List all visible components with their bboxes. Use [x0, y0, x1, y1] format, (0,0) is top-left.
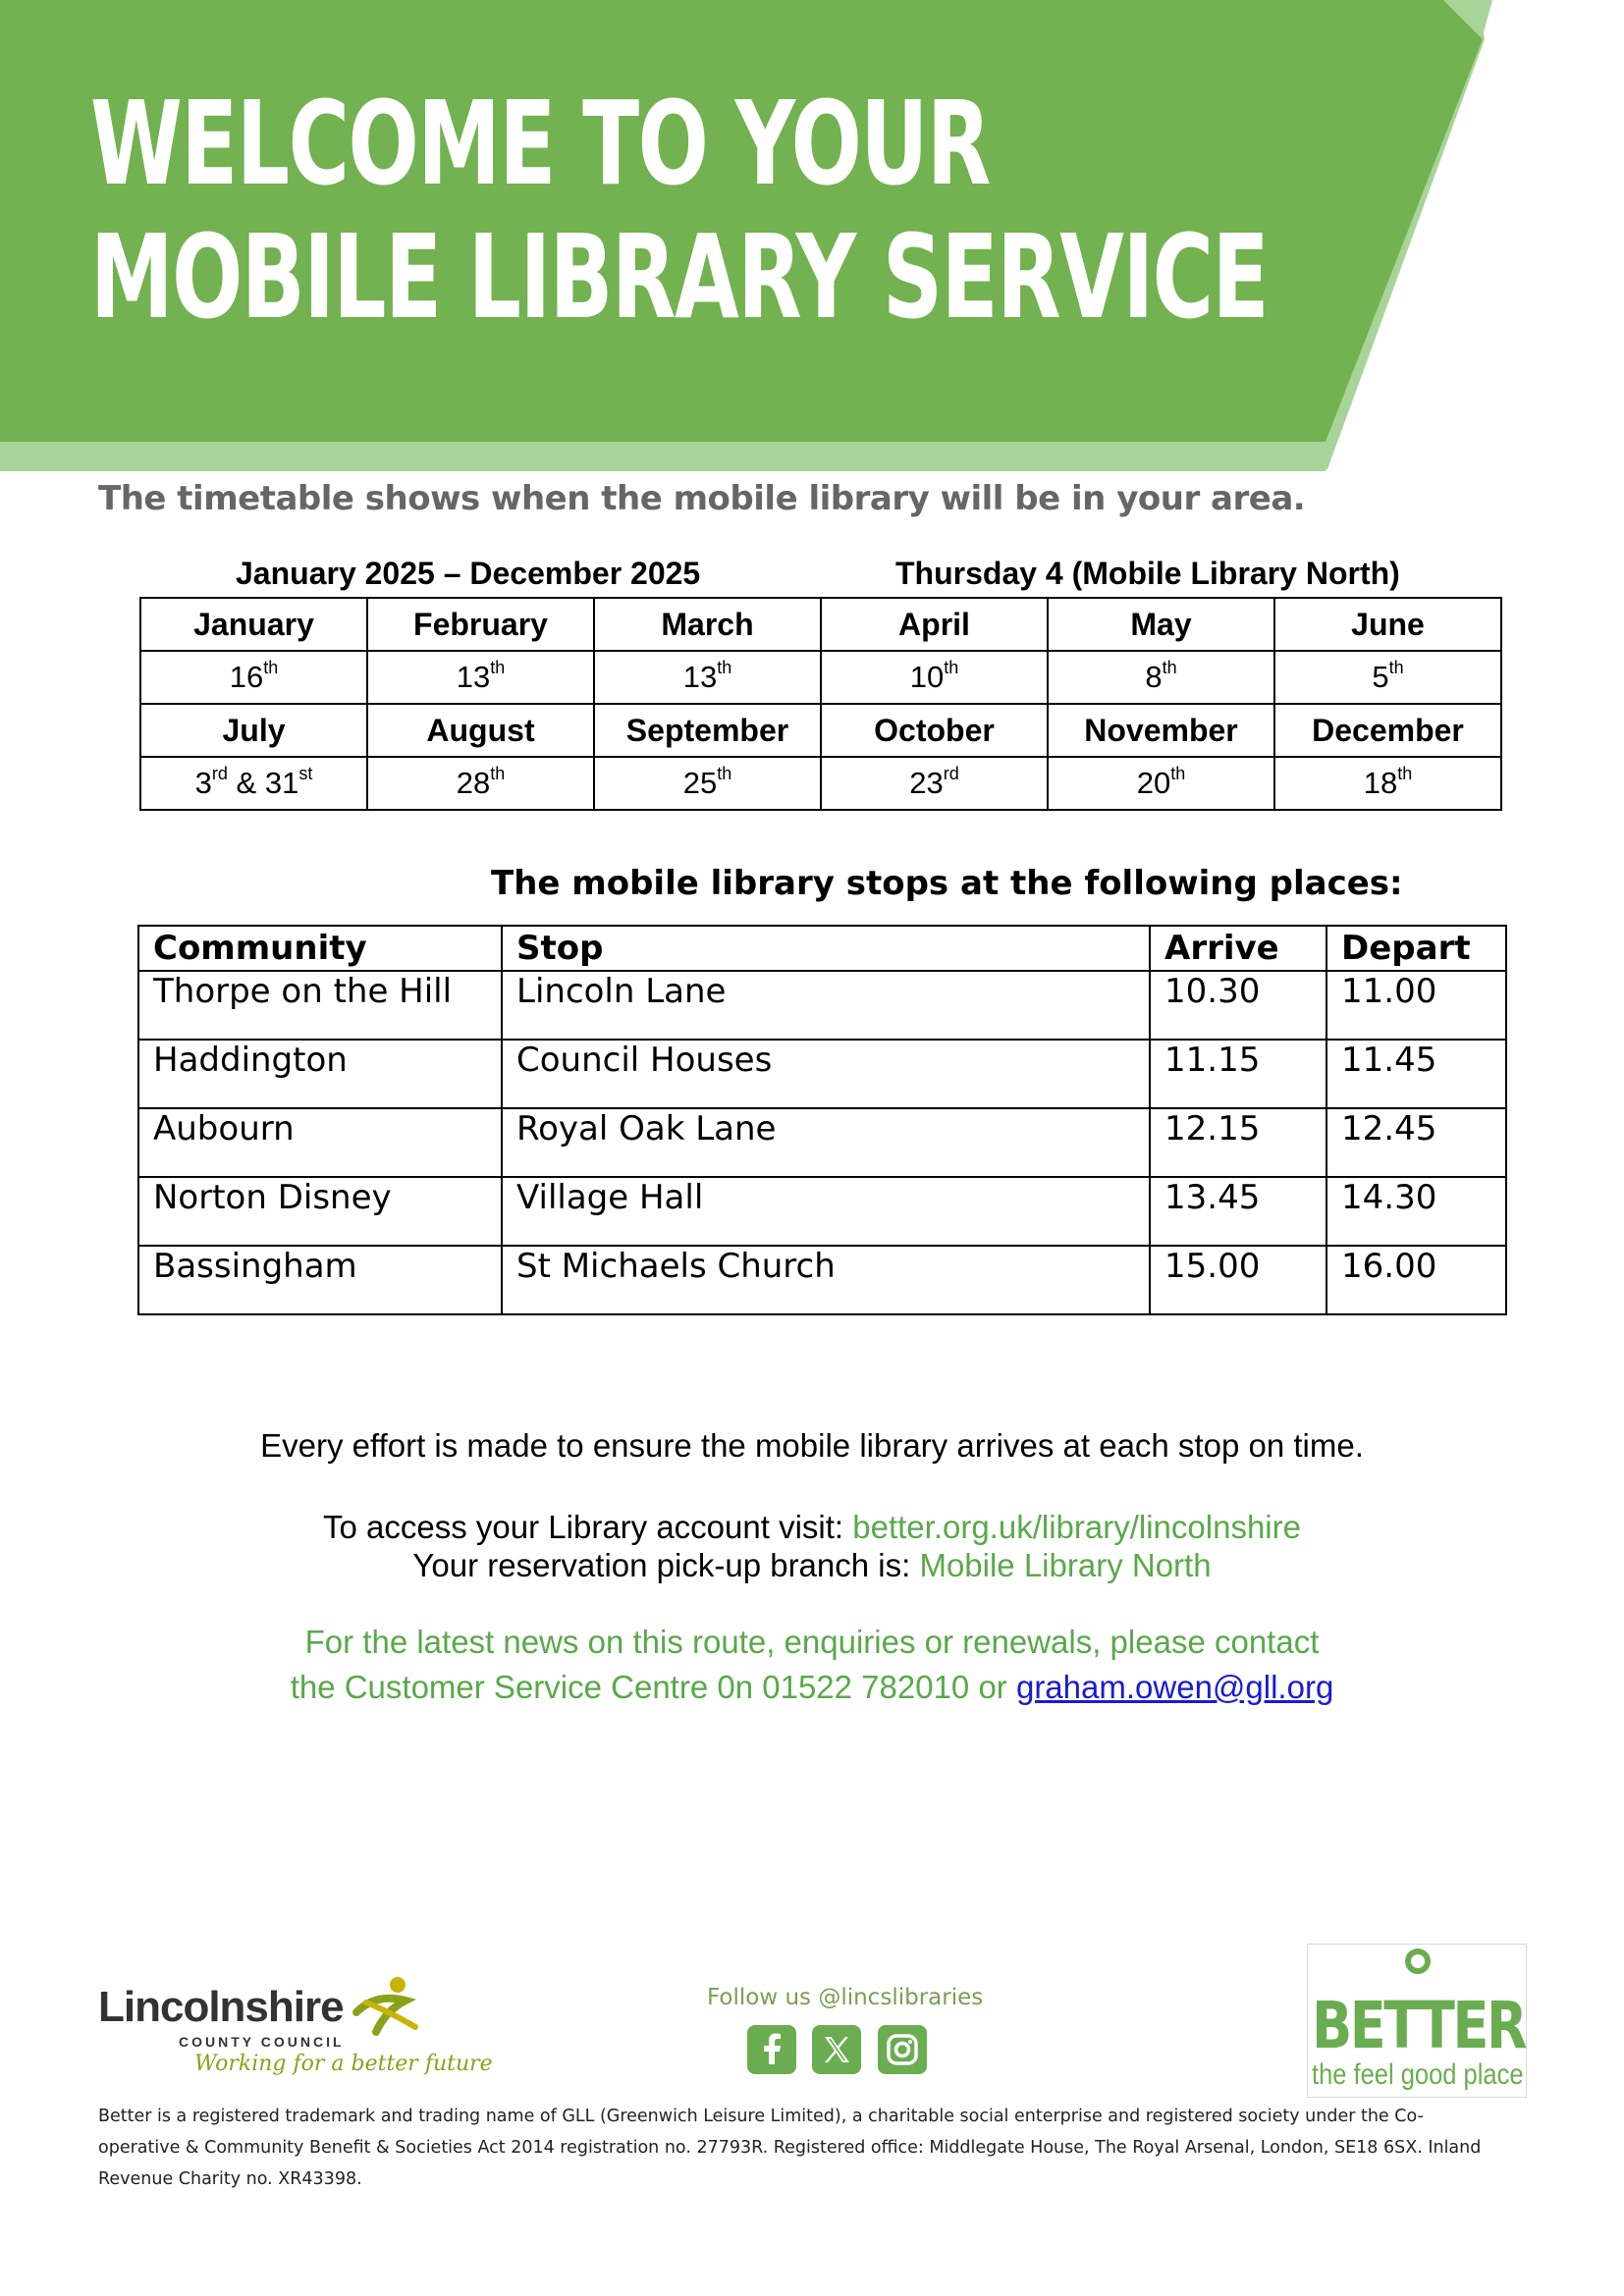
timetable-route: Thursday 4 (Mobile Library North): [895, 556, 1400, 591]
date-day: 8: [1145, 660, 1163, 694]
stop-name: Council Houses: [502, 1040, 1150, 1108]
month-name: October: [821, 704, 1048, 757]
month-name: September: [594, 704, 821, 757]
pickup-line: [0, 1547, 1624, 1584]
stop-name: Lincoln Lane: [502, 971, 1150, 1040]
council-figure-icon: [347, 1973, 425, 2052]
visit-date: [821, 757, 1048, 810]
month-name: April: [821, 598, 1048, 651]
visit-date: [1274, 757, 1501, 810]
better-mark-icon: [1400, 1949, 1435, 1988]
table-row: [138, 1246, 1506, 1314]
date-day: 10: [909, 660, 945, 694]
date-suffix: th: [717, 764, 732, 783]
stop-depart: 16.00: [1326, 1246, 1506, 1314]
col-depart: Depart: [1326, 926, 1506, 971]
col-stop: Stop: [502, 926, 1150, 971]
month-name: January: [140, 598, 367, 651]
stop-depart: 14.30: [1326, 1177, 1506, 1246]
date-suffix: th: [944, 658, 959, 677]
month-name: June: [1274, 598, 1501, 651]
stop-community: Bassingham: [138, 1246, 502, 1314]
banner-title-line2: MOBILE LIBRARY SERVICE: [90, 209, 1269, 345]
contact-email-link[interactable]: graham.owen@gll.org: [1015, 1669, 1334, 1705]
contact-line1: For the latest news on this route, enquiries or renewals, please contact: [304, 1624, 1320, 1660]
month-date-row: [140, 757, 1501, 810]
better-word: BETTER: [1312, 1988, 1526, 2063]
stop-community: Haddington: [138, 1040, 502, 1108]
stop-arrive: 10.30: [1150, 971, 1326, 1040]
visit-date: [594, 757, 821, 810]
ontime-note: Every effort is made to ensure the mobile library arrives at each stop on time.: [260, 1427, 1364, 1464]
stop-arrive: 11.15: [1150, 1040, 1326, 1108]
visit-date: [1048, 651, 1274, 704]
facebook-icon[interactable]: [747, 2025, 796, 2074]
date-day: 20: [1136, 766, 1171, 800]
header-banner: [0, 0, 1624, 471]
month-date-row: [140, 651, 1501, 704]
col-community: Community: [138, 926, 502, 971]
date-day: 13: [682, 660, 718, 694]
date-suffix: th: [263, 658, 279, 677]
stop-community: Thorpe on the Hill: [138, 971, 502, 1040]
month-name: August: [367, 704, 594, 757]
month-header-row: [140, 598, 1501, 651]
stop-community: Norton Disney: [138, 1177, 502, 1246]
month-header-row: [140, 704, 1501, 757]
date-day: 18: [1363, 766, 1398, 800]
x-icon[interactable]: [812, 2025, 861, 2074]
date-suffix: rd: [943, 764, 959, 783]
stop-community: Aubourn: [138, 1108, 502, 1177]
date-suffix: th: [1397, 764, 1413, 783]
banner-title-line1: WELCOME TO YOUR: [90, 76, 990, 211]
date-day: 23: [909, 766, 944, 800]
date-suffix: rd: [211, 764, 228, 783]
stop-arrive: 12.15: [1150, 1108, 1326, 1177]
date-suffix: th: [1170, 764, 1186, 783]
date-day: 13: [456, 660, 491, 694]
visit-date: [1048, 757, 1274, 810]
date-day: 25: [682, 766, 718, 800]
month-table: [139, 597, 1502, 811]
subtitle: The timetable shows when the mobile library will be in your area.: [98, 479, 1306, 518]
account-link[interactable]: better.org.uk/library/lincolnshire: [852, 1509, 1301, 1545]
follow-text: Follow us @lincslibraries: [707, 1985, 984, 2010]
date-day: 16: [229, 660, 264, 694]
table-row: [138, 1040, 1506, 1108]
timetable-period: January 2025 – December 2025: [236, 556, 701, 591]
date-suffix: th: [717, 658, 732, 677]
stop-depart: 11.45: [1326, 1040, 1506, 1108]
legal-text: Better is a registered trademark and trading name of GLL (Greenwich Leisure Limited), a charitable social enterprise and registered society under the Co-operative & Community Benefit & Societies Act 2014 registration no. 27793R. Registered office: Middlegate House, The Royal Arsenal, London, SE18 6SX. Inland Revenue Charity no. XR43398.: [98, 2107, 1482, 2189]
stop-depart: 12.45: [1326, 1108, 1506, 1177]
date-suffix: st: [298, 764, 313, 783]
date-day: 28: [456, 766, 491, 800]
table-row: [138, 971, 1506, 1040]
stop-arrive: 13.45: [1150, 1177, 1326, 1246]
visit-date: [367, 757, 594, 810]
better-logo: [1307, 1944, 1527, 2098]
date-joiner: &: [227, 766, 265, 800]
stops-table: [137, 925, 1507, 1315]
instagram-icon[interactable]: [878, 2025, 927, 2074]
month-name: March: [594, 598, 821, 651]
visit-date: [140, 651, 367, 704]
contact-phone-text: the Customer Service Centre 0n 01522 782010 or: [290, 1669, 1016, 1705]
contact-line2: [0, 1669, 1624, 1706]
month-name: December: [1274, 704, 1501, 757]
visit-date: [140, 757, 367, 810]
date-suffix: th: [490, 764, 506, 783]
date-day: 3: [194, 766, 212, 800]
council-logo: [96, 1973, 493, 2081]
stops-heading: The mobile library stops at the following places:: [491, 864, 1403, 903]
month-name: February: [367, 598, 594, 651]
date-day: 5: [1372, 660, 1389, 694]
month-name: November: [1048, 704, 1274, 757]
stop-name: Royal Oak Lane: [502, 1108, 1150, 1177]
date-suffix: th: [1388, 658, 1404, 677]
col-arrive: Arrive: [1150, 926, 1326, 971]
table-row: [138, 1177, 1506, 1246]
month-name: May: [1048, 598, 1274, 651]
month-name: July: [140, 704, 367, 757]
date-suffix: th: [1162, 658, 1177, 677]
account-line: [0, 1509, 1624, 1546]
visit-date: [821, 651, 1048, 704]
visit-date: [367, 651, 594, 704]
council-sub: COUNTY COUNCIL: [179, 2034, 345, 2050]
banner-title: [90, 77, 1268, 344]
table-row: [138, 1108, 1506, 1177]
date-day: 31: [264, 766, 299, 800]
stops-header-row: [138, 926, 1506, 971]
stop-name: Village Hall: [502, 1177, 1150, 1246]
council-tagline: Working for a better future: [194, 2052, 493, 2076]
visit-date: [1274, 651, 1501, 704]
account-label: To access your Library account visit:: [323, 1509, 853, 1545]
council-name: Lincolnshire: [98, 1983, 344, 2031]
better-tagline: the feel good place: [1312, 2058, 1524, 2091]
stop-depart: 11.00: [1326, 971, 1506, 1040]
date-suffix: th: [490, 658, 506, 677]
stop-name: St Michaels Church: [502, 1246, 1150, 1314]
pickup-label: Your reservation pick-up branch is:: [412, 1547, 920, 1583]
visit-date: [594, 651, 821, 704]
stop-arrive: 15.00: [1150, 1246, 1326, 1314]
pickup-branch: Mobile Library North: [919, 1547, 1212, 1583]
